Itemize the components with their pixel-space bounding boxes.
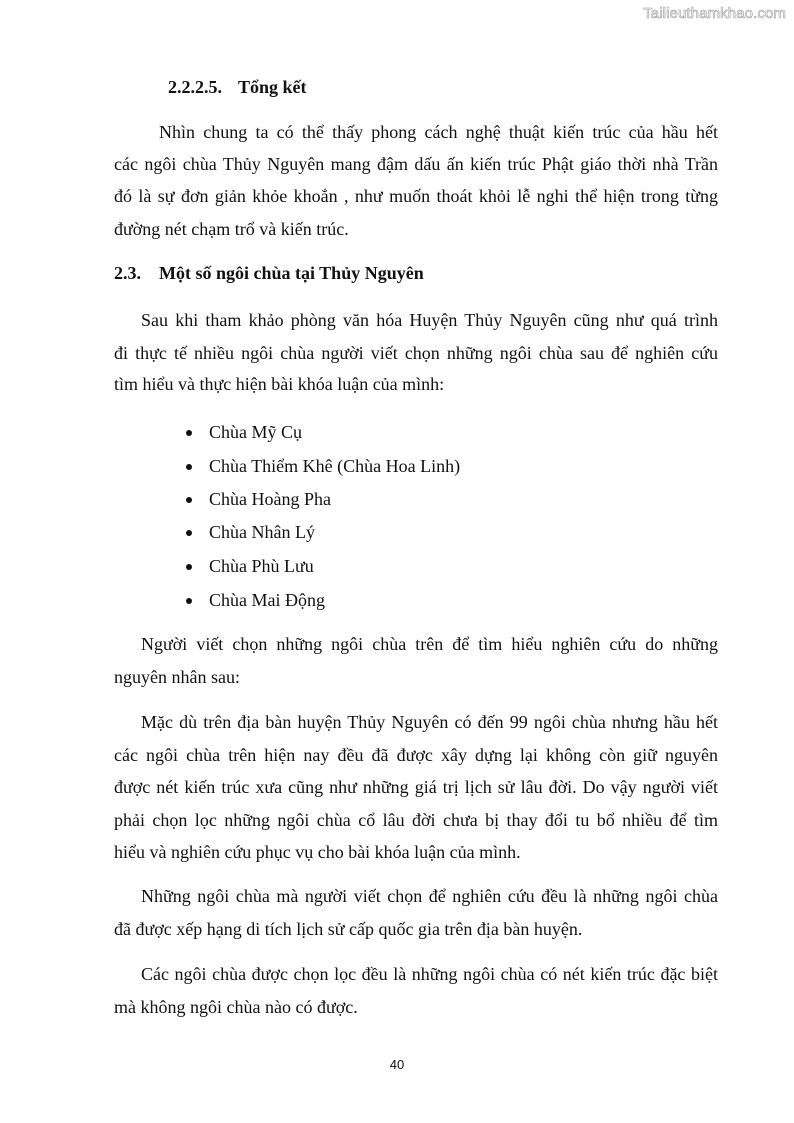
list-item-label: Chùa Mỹ Cụ — [209, 422, 303, 442]
section-title: Tổng kết — [238, 77, 307, 97]
paragraph-line: được nét kiến trúc xưa cũng như những giá trị lịch sử lâu đời. Do vậy người viết — [114, 777, 718, 797]
list-item-label: Chùa Thiểm Khê (Chùa Hoa Linh) — [209, 456, 461, 476]
bullet-icon — [186, 598, 192, 604]
watermark: Tailieuthamkhao.com — [643, 5, 786, 22]
paragraph-line: Người viết chọn những ngôi chùa trên để tìm hiểu nghiên cứu do những — [141, 634, 718, 654]
section-heading-2225 — [168, 76, 307, 98]
section-number: 2.2.2.5. — [168, 77, 222, 97]
paragraph-line: các ngôi chùa trên hiện nay đều đã được xây dựng lại không còn giữ nguyên — [114, 745, 718, 765]
list-item — [186, 421, 302, 443]
paragraph-line: đi thực tế nhiều ngôi chùa người viết chọn những ngôi chùa sau để nghiên cứu — [114, 343, 718, 363]
section-title: Một số ngôi chùa tại Thủy Nguyên — [159, 263, 424, 283]
paragraph-line: Các ngôi chùa được chọn lọc đều là những ngôi chùa có nét kiến trúc đặc biệt — [141, 964, 718, 984]
bullet-icon — [186, 430, 192, 436]
bullet-icon — [186, 497, 192, 503]
paragraph-line: đường nét chạm trổ và kiến trúc. — [114, 219, 349, 239]
list-item — [186, 555, 314, 577]
bullet-icon — [186, 530, 192, 536]
list-item-label: Chùa Mai Động — [209, 590, 325, 610]
paragraph-line: Mặc dù trên địa bàn huyện Thủy Nguyên có đến 99 ngôi chùa nhưng hầu hết — [141, 712, 718, 732]
paragraph-line: hiểu và nghiên cứu phục vụ cho bài khóa luận của mình. — [114, 842, 521, 862]
paragraph-line: đó là sự đơn giản khỏe khoắn , như muốn thoát khỏi lễ nghi thể hiện trong từng — [114, 186, 718, 206]
page-number: 40 — [389, 1057, 405, 1072]
paragraph-line: Nhìn chung ta có thể thấy phong cách nghệ thuật kiến trúc của hầu hết — [159, 122, 718, 142]
paragraph-line: Những ngôi chùa mà người viết chọn để nghiên cứu đều là những ngôi chùa — [141, 886, 718, 906]
paragraph-line: Sau khi tham khảo phòng văn hóa Huyện Thủy Nguyên cũng như quá trình — [141, 310, 718, 330]
list-item — [186, 488, 331, 510]
paragraph-line: các ngôi chùa Thủy Nguyên mang đậm dấu ấn kiến trúc Phật giáo thời nhà Trần — [114, 154, 718, 174]
list-item — [186, 589, 325, 611]
paragraph-line: tìm hiểu và thực hiện bài khóa luận của mình: — [114, 374, 445, 394]
paragraph-line: mà không ngôi chùa nào có được. — [114, 997, 358, 1017]
paragraph-line: nguyên nhân sau: — [114, 667, 240, 687]
list-item — [186, 455, 460, 477]
bullet-icon — [186, 564, 192, 570]
bullet-icon — [186, 464, 192, 470]
paragraph-line: đã được xếp hạng di tích lịch sử cấp quốc gia trên địa bàn huyện. — [114, 919, 583, 939]
paragraph-line: phải chọn lọc những ngôi chùa cổ lâu đời chưa bị thay đổi tu bổ nhiều để tìm — [114, 810, 718, 830]
list-item-label: Chùa Nhân Lý — [209, 522, 315, 542]
list-item — [186, 521, 315, 543]
section-number: 2.3. — [114, 263, 141, 283]
list-item-label: Chùa Hoàng Pha — [209, 489, 331, 509]
list-item-label: Chùa Phù Lưu — [209, 556, 314, 576]
section-heading-23 — [114, 262, 424, 284]
